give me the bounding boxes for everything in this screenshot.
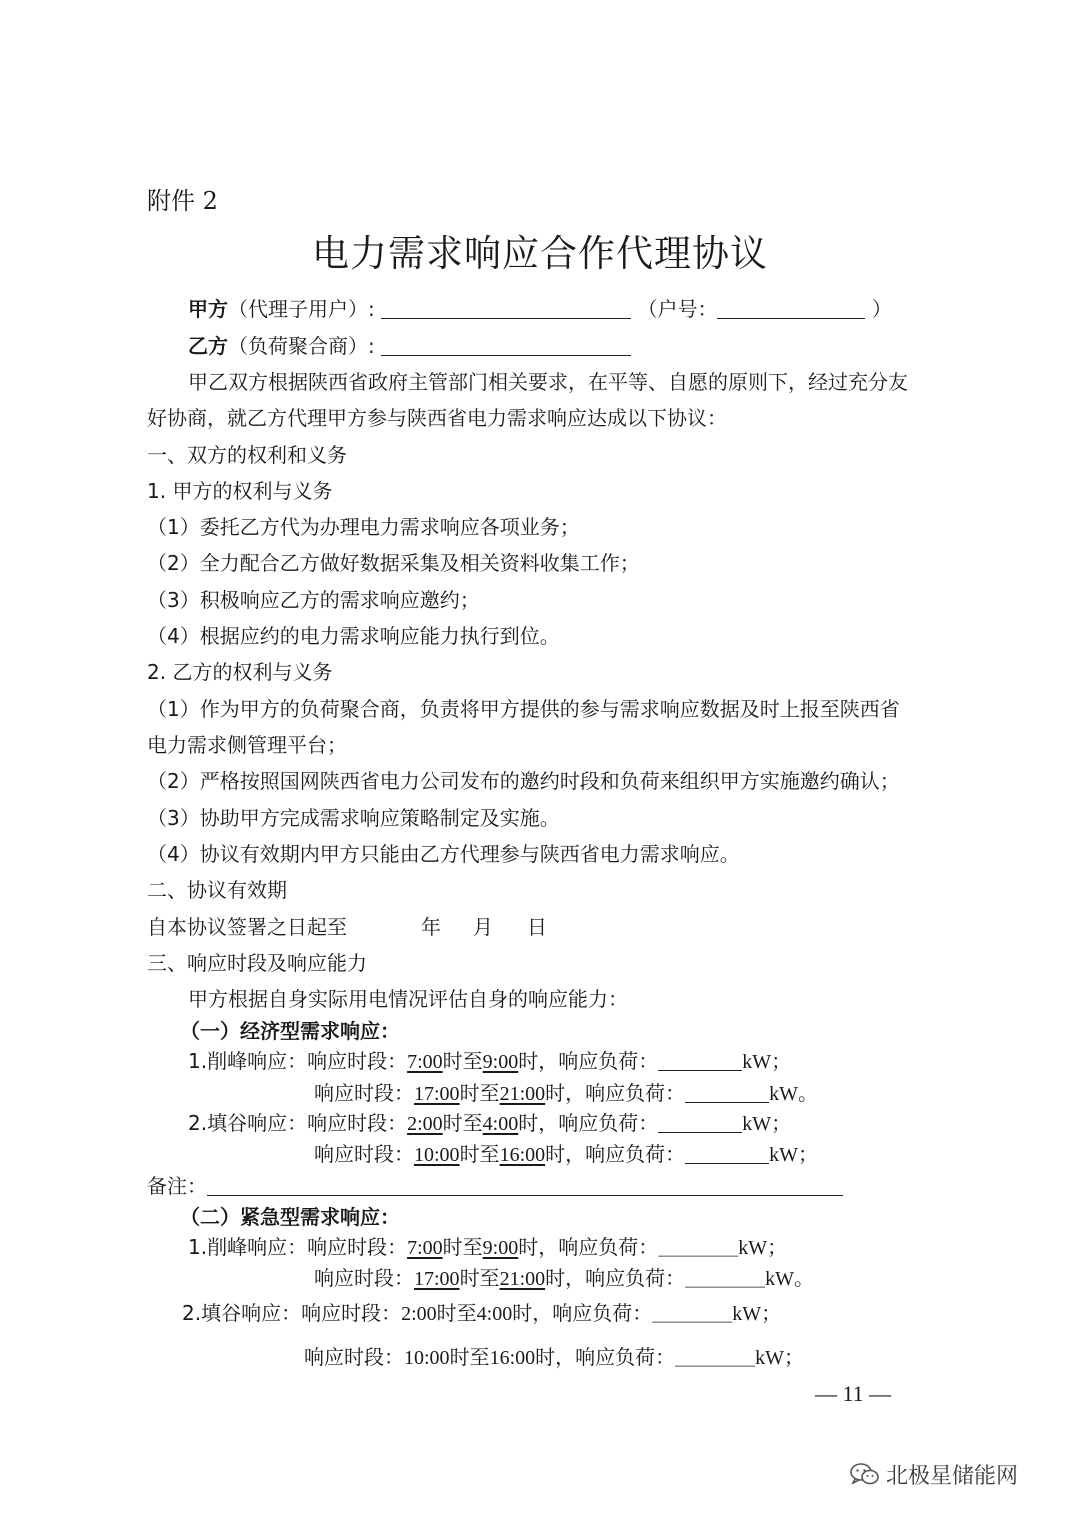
watermark-text: 北极星储能网 — [886, 1464, 1019, 1489]
load-dash-blank[interactable]: ＿＿＿＿ — [652, 1301, 733, 1325]
end-time: 16:00 — [489, 1347, 536, 1369]
list-item: （4）协议有效期内甲方只能由乙方代理参与陕西省电力需求响应。 — [147, 842, 740, 866]
party-a-account-suffix: ） — [871, 297, 892, 321]
party-b-line — [188, 333, 631, 359]
unit-label: kW。 — [769, 1083, 819, 1105]
to-label: 时至 — [449, 1345, 490, 1369]
unit-label: kW； — [732, 1303, 782, 1325]
intro-line-1: 甲乙双方根据陕西省政府主管部门相关要求，在平等、自愿的原则下，经过充分友 — [188, 370, 908, 394]
list-item: （1）委托乙方代为办理电力需求响应各项业务； — [147, 515, 580, 539]
period-label: 响应时段： — [307, 1235, 408, 1259]
economic-response-heading: （一）经济型需求响应： — [180, 1019, 400, 1043]
economic-valley-row-1 — [188, 1110, 791, 1137]
start-time: 17:00 — [414, 1268, 460, 1290]
watermark — [850, 1462, 1018, 1496]
hour-label: 时 — [545, 1142, 566, 1166]
to-label: 时至 — [442, 1111, 483, 1135]
unit-label: kW； — [742, 1113, 792, 1135]
hour-label: 时 — [512, 1301, 533, 1325]
period-label: 响应时段： — [307, 1111, 408, 1135]
load-label: ，响应负荷： — [538, 1111, 659, 1135]
emergency-valley-row-1 — [182, 1300, 781, 1327]
start-time: 10:00 — [414, 1144, 460, 1166]
party-a-account-field[interactable] — [717, 298, 865, 319]
end-time: 9:00 — [482, 1237, 519, 1259]
list-item: （2）严格按照国网陕西省电力公司发布的邀约时段和负荷来组织甲方实施邀约确认； — [147, 769, 900, 793]
period-label: 响应时段： — [307, 1049, 408, 1073]
validity-line — [147, 914, 547, 940]
capacity-intro: 甲方根据自身实际用电情况评估自身的响应能力： — [188, 987, 628, 1011]
validity-month: 月 — [473, 915, 493, 939]
party-b-name-field[interactable] — [381, 335, 631, 356]
load-dash-blank[interactable]: ＿＿＿＿ — [658, 1235, 739, 1259]
load-label: ，响应负荷： — [565, 1081, 686, 1105]
economic-peak-row-2 — [314, 1080, 818, 1107]
party-b-duties-heading: 2. 乙方的权利与义务 — [147, 660, 333, 684]
load-input[interactable] — [685, 1143, 769, 1164]
load-label: ，响应负荷： — [555, 1345, 676, 1369]
to-label: 时至 — [442, 1049, 483, 1073]
party-a-duties-heading: 1. 甲方的权利与义务 — [147, 479, 333, 503]
party-b-label: 乙方 — [188, 334, 228, 358]
note-label: 备注： — [147, 1174, 207, 1198]
hour-label: 时 — [545, 1081, 566, 1105]
note-field[interactable] — [207, 1175, 843, 1196]
start-time: 7:00 — [407, 1237, 443, 1259]
hour-label: 时 — [535, 1345, 556, 1369]
load-label: ，响应负荷： — [538, 1235, 659, 1259]
emergency-valley-row-2 — [304, 1344, 804, 1371]
end-time: 4:00 — [482, 1113, 519, 1135]
intro-line-2: 好协商，就乙方代理甲方参与陕西省电力需求响应达成以下协议： — [147, 406, 727, 430]
list-item: （4）根据应约的电力需求响应能力执行到位。 — [147, 624, 560, 648]
list-item: （2）全力配合乙方做好数据采集及相关资料收集工作； — [147, 551, 640, 575]
emergency-peak-row-2 — [314, 1265, 814, 1292]
load-dash-blank[interactable]: ＿＿＿＿ — [675, 1345, 756, 1369]
section-3-heading: 三、响应时段及响应能力 — [147, 951, 367, 975]
period-label: 响应时段： — [314, 1266, 414, 1290]
note-line — [147, 1173, 843, 1199]
start-time: 7:00 — [407, 1051, 443, 1073]
unit-label: kW； — [755, 1347, 805, 1369]
to-label: 时至 — [436, 1301, 477, 1325]
list-item-continuation: 电力需求侧管理平台； — [147, 733, 347, 757]
start-time: 10:00 — [404, 1347, 450, 1369]
validity-year: 年 — [421, 915, 441, 939]
section-2-heading: 二、协议有效期 — [147, 878, 287, 902]
list-item: （1）作为甲方的负荷聚合商，负责将甲方提供的参与需求响应数据及时上报至陕西省 — [147, 697, 900, 721]
period-label: 响应时段： — [314, 1081, 414, 1105]
list-item: （3）协助甲方完成需求响应策略制定及实施。 — [147, 806, 560, 830]
unit-label: kW； — [769, 1144, 819, 1166]
start-time: 2:00 — [401, 1303, 437, 1325]
emergency-peak-row-1 — [188, 1234, 787, 1261]
attachment-label: 附件 2 — [147, 187, 218, 215]
hour-label: 时 — [545, 1266, 566, 1290]
period-label: 响应时段： — [314, 1142, 414, 1166]
hour-label: 时 — [518, 1049, 539, 1073]
peak-label: 1.削峰响应： — [188, 1235, 308, 1259]
party-a-account-prefix: （户号： — [637, 297, 718, 321]
start-time: 2:00 — [407, 1113, 443, 1135]
load-label: ，响应负荷： — [538, 1049, 659, 1073]
end-time: 21:00 — [499, 1083, 546, 1105]
start-time: 17:00 — [414, 1083, 460, 1105]
party-b-role: （负荷聚合商）: — [228, 334, 375, 358]
hour-label: 时 — [518, 1111, 539, 1135]
to-label: 时至 — [459, 1142, 500, 1166]
load-input[interactable] — [658, 1050, 742, 1071]
unit-label: kW； — [742, 1051, 792, 1073]
unit-label: kW。 — [765, 1268, 815, 1290]
load-input[interactable] — [685, 1082, 769, 1103]
load-label: ，响应负荷： — [565, 1266, 686, 1290]
to-label: 时至 — [459, 1266, 500, 1290]
validity-day: 日 — [527, 915, 547, 939]
end-time: 21:00 — [499, 1268, 546, 1290]
end-time: 16:00 — [499, 1144, 546, 1166]
valley-label: 2.填谷响应： — [182, 1301, 302, 1325]
economic-peak-row-1 — [188, 1048, 791, 1075]
emergency-response-heading: （二）紧急型需求响应： — [180, 1205, 400, 1229]
party-a-label: 甲方 — [188, 297, 228, 321]
party-a-name-field[interactable] — [381, 298, 631, 319]
end-time: 4:00 — [476, 1303, 513, 1325]
peak-label: 1.削峰响应： — [188, 1049, 308, 1073]
to-label: 时至 — [442, 1235, 483, 1259]
load-label: ，响应负荷： — [565, 1142, 686, 1166]
economic-valley-row-2 — [314, 1141, 818, 1168]
valley-label: 2.填谷响应： — [188, 1111, 308, 1135]
party-a-line — [188, 296, 892, 322]
party-a-role: （代理子用户）: — [228, 297, 375, 321]
hour-label: 时 — [518, 1235, 539, 1259]
page-number: — 11 — — [815, 1381, 892, 1406]
load-dash-blank[interactable]: ＿＿＿＿ — [685, 1266, 766, 1290]
list-item: （3）积极响应乙方的需求响应邀约； — [147, 588, 480, 612]
period-label: 响应时段： — [304, 1345, 404, 1369]
unit-label: kW； — [738, 1237, 788, 1259]
validity-prefix: 自本协议签署之日起至 — [147, 915, 347, 939]
wechat-icon — [850, 1462, 880, 1496]
period-label: 响应时段： — [301, 1301, 402, 1325]
load-label: ，响应负荷： — [532, 1301, 653, 1325]
to-label: 时至 — [459, 1081, 500, 1105]
load-input[interactable] — [658, 1112, 742, 1133]
end-time: 9:00 — [482, 1051, 519, 1073]
section-1-heading: 一、双方的权利和义务 — [147, 443, 347, 467]
page-title: 电力需求响应合作代理协议 — [312, 232, 768, 275]
